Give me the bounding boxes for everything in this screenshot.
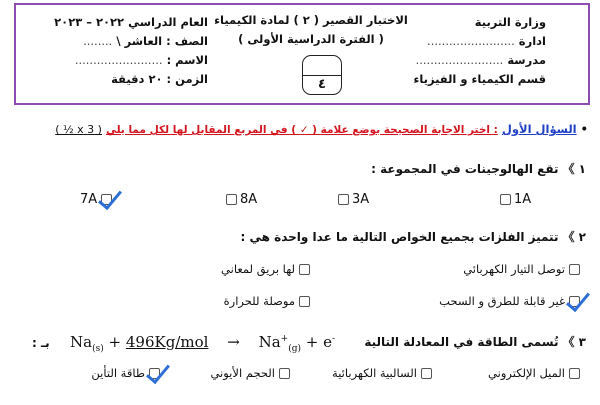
checkbox-checked[interactable] <box>101 194 112 205</box>
section-instruction: : اختر الاجابة الصحيحة بوضع علامة ( ✓ ) في المربع المقابل لها لكل مما يلي <box>105 124 498 136</box>
checkbox[interactable] <box>500 194 511 205</box>
checkbox[interactable] <box>299 296 310 307</box>
question-2-options-row1 <box>0 262 600 284</box>
score-box-number: ٤ <box>318 76 326 92</box>
checkbox[interactable] <box>569 368 580 379</box>
header-left <box>38 13 208 89</box>
name-line: الاسم : ........................ <box>74 53 208 67</box>
checkbox[interactable] <box>338 194 349 205</box>
checkbox[interactable] <box>299 264 310 275</box>
question-1-text: تقع الهالوجينات في المجموعة : <box>371 162 559 176</box>
question-2-text: تتميز الفلزات بجميع الخواص التالية ما عدا واحدة هي : <box>240 230 559 244</box>
checkbox[interactable] <box>421 368 432 379</box>
question-3-options <box>0 366 600 388</box>
exam-period: ( الفترة الدراسية الأولى ) <box>238 32 384 46</box>
academic-year: العام الدراسي ٢٠٢٢ – ٢٠٢٣ <box>54 15 208 29</box>
q2-option-4[interactable]: موصلة للحرارة <box>224 294 310 308</box>
ministry-label: وزارة التربية <box>474 15 546 29</box>
question-1: ١》 تقع الهالوجينات في المجموعة : <box>371 162 586 176</box>
q1-option-4[interactable]: 7A <box>80 192 112 207</box>
score-box <box>302 55 342 95</box>
q3-option-4[interactable]: طاقة التأين <box>91 366 160 380</box>
section-points: ( 3 x ½ ) <box>55 123 102 136</box>
department-label: قسم الكيمياء و الفيزياء <box>413 72 546 86</box>
ionization-equation: $Na_{(s)} + 496Kg/mol \to Na^+_{(g)} + e^-$ <box>70 333 336 354</box>
question-2-options-row2 <box>0 294 600 316</box>
q1-option-1[interactable]: 1A <box>500 192 531 207</box>
q2-option-3[interactable]: غير قابلة للطرق و السحب <box>439 294 580 308</box>
header-right <box>413 13 546 89</box>
q2-option-2[interactable]: لها بريق لمعاني <box>221 262 310 276</box>
checkbox[interactable] <box>279 368 290 379</box>
section-title: • السؤال الأول : اختر الاجابة الصحيحة بوضع علامة ( ✓ ) في المربع المقابل لها لكل مما يلي ( 3 x ½ ) <box>55 122 588 136</box>
checkbox[interactable] <box>226 194 237 205</box>
question-3-suffix: بـ : <box>32 336 50 350</box>
q3-option-1[interactable]: الميل الإلكتروني <box>488 366 580 380</box>
q1-option-3[interactable]: 8A <box>226 192 257 207</box>
exam-header <box>14 3 590 105</box>
q2-option-1[interactable]: توصل التيار الكهربائي <box>463 262 580 276</box>
checkbox-checked[interactable] <box>149 368 160 379</box>
question-3: ٣》 تُسمى الطاقة في المعادلة التالية <box>364 335 586 349</box>
school-line: مدرسة ........................ <box>415 53 546 67</box>
question-3-text: تُسمى الطاقة في المعادلة التالية <box>364 335 559 349</box>
question-2: ٢》 تتميز الفلزات بجميع الخواص التالية ما عدا واحدة هي : <box>240 230 586 244</box>
checkbox-checked[interactable] <box>569 296 580 307</box>
question-1-options <box>0 192 600 214</box>
q3-option-3[interactable]: الحجم الأيوني <box>210 366 290 380</box>
exam-title: الاختبار القصير ( ٢ ) لمادة الكيمياء <box>214 13 408 27</box>
header-center <box>211 11 411 49</box>
grade-line: الصف : العاشر \ ........ <box>83 34 208 48</box>
checkbox[interactable] <box>569 264 580 275</box>
section-heading: السؤال الأول <box>501 122 577 136</box>
exam-time: الزمن : ٢٠ دقيقة <box>111 72 208 86</box>
q1-option-2[interactable]: 3A <box>338 192 369 207</box>
directorate-line: ادارة ........................ <box>427 34 546 48</box>
q3-option-2[interactable]: السالبية الكهربائية <box>332 366 432 380</box>
